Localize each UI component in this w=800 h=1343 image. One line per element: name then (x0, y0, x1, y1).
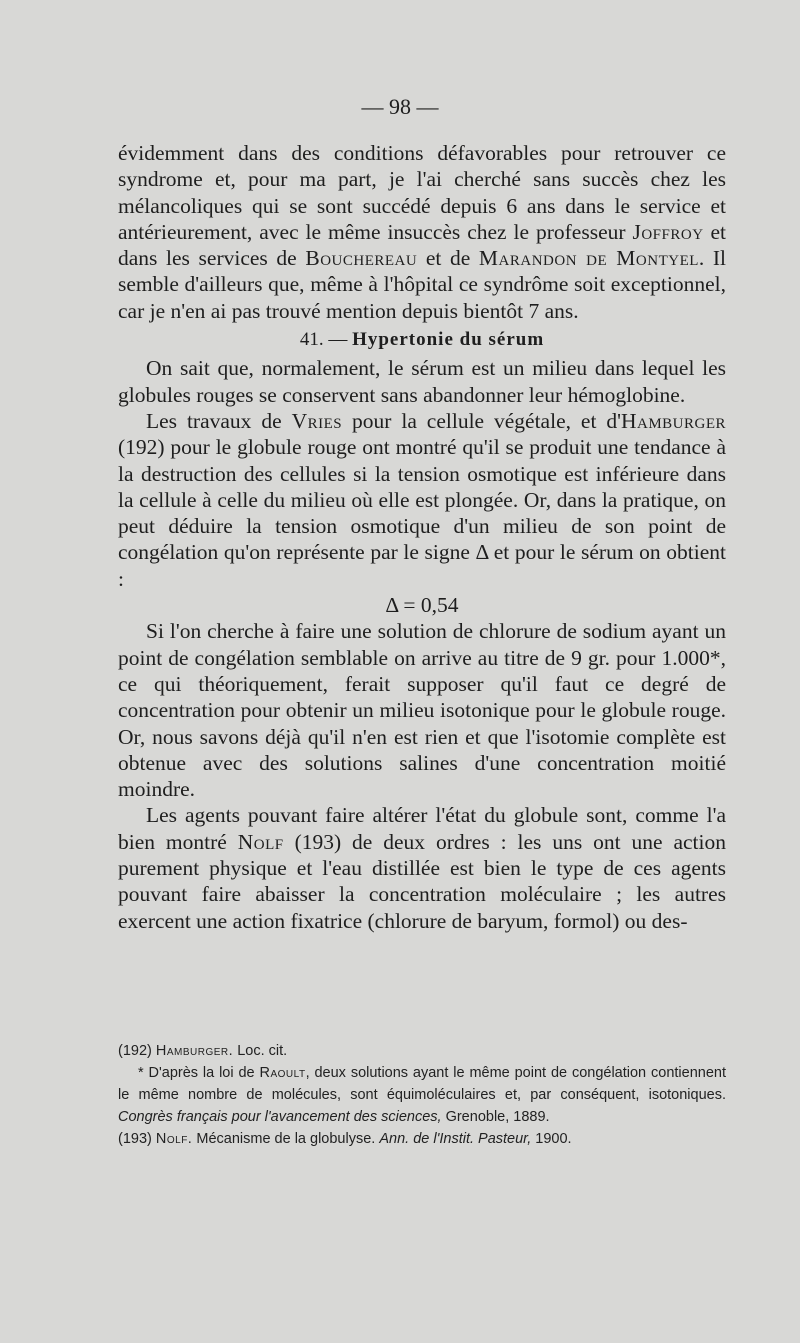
author-name: Bouchereau (305, 246, 418, 271)
paragraph: Les travaux de Vries pour la cellule végétale, et d'Hamburger (192) pour le globule rouge ont montré qu'il se produit une tendance à la destruction des cellules si la tension osmotique est inférieure dans la cellule à celle du milieu où elle est plongée. Or, dans la pratique, on peut déduire la tension osmotique d'un milieu de son point de congélation qu'on représente par le signe Δ et pour le sérum on obtient : (118, 408, 727, 591)
paragraph: Si l'on cherche à faire une solution de chlorure de sodium ayant un point de congélation semblable on arrive au titre de 9 gr. pour 1.000*, ce qui théoriquement, ferait supposer qu'il faut ce degré de concentration pour obtenir un milieu isotonique pour le globule rouge. Or, nous savons déjà qu'il n'en est rien et que l'isotomie complète est obtenue avec des solutions salines d'une concentration moitié moindre. (118, 619, 726, 802)
section-title: Hypertonie du sérum (352, 329, 545, 351)
author-name: Nolf (237, 829, 284, 854)
section-heading (118, 327, 726, 353)
author-name: Raoult (259, 1065, 306, 1081)
paragraph-continuation: évidemment dans des conditions défavorables pour retrouver ce syndrome et, pour ma part, je l'ai cherché sans succès chez les mélancoliques qui se sont succédé depuis 6 ans dans le service et antérieurement, avec le même insuccès chez le professeur Joffroy et dans les services de Bouchereau et de Marandon de Montyel. Il semble d'ailleurs que, même à l'hôpital ce syndrôme soit exceptionnel, car je n'en ai pas trouvé mention depuis bientôt 7 ans. (118, 141, 727, 323)
paragraph: Les agents pouvant faire altérer l'état du globule sont, comme l'a bien montré Nolf (193) de deux ordres : les uns ont une action purement physique et l'eau distillée est bien le type de ces agents pouvant faire abaisser la concentration moléculaire ; les autres exercent une action fixatrice (chlorure de baryum, formol) ou des- (118, 803, 727, 933)
paragraph: On sait que, normalement, le sérum est un milieu dans lequel les globules rouges se conservent sans abandonner leur hémoglobine. (118, 356, 726, 407)
author-name: Nolf. (155, 1131, 193, 1147)
main-text (118, 140, 726, 934)
citation-title: Ann. de l'Instit. Pasteur, (379, 1131, 532, 1147)
formula: Δ = 0,54 (385, 593, 459, 618)
citation-title: Congrès français pour l'avancement des sciences, (118, 1109, 442, 1125)
footnote: (192) Hamburger. Loc. cit. (118, 1043, 288, 1059)
author-name: Marandon de Montyel (478, 246, 699, 271)
author-name: Hamburger (620, 408, 727, 433)
page-number: — 98 — (361, 94, 439, 119)
author-name: Hamburger. (155, 1043, 234, 1059)
author-name: Vries (291, 408, 343, 433)
author-name: Joffroy (632, 219, 704, 244)
footnotes (118, 1040, 726, 1150)
footnote: (193) Nolf. Mécanisme de la globulyse. Ann. de l'Instit. Pasteur, 1900. (118, 1131, 572, 1147)
section-number: 41. — (299, 329, 348, 351)
footnote: * D'après la loi de Raoult, deux solutions ayant le même point de congélation contiennent le même nombre de molécules, sont équimoléculaires et, par conséquent, isotoniques. Congrès français pour l'avancement des sciences, Grenoble, 1889. (118, 1065, 726, 1125)
